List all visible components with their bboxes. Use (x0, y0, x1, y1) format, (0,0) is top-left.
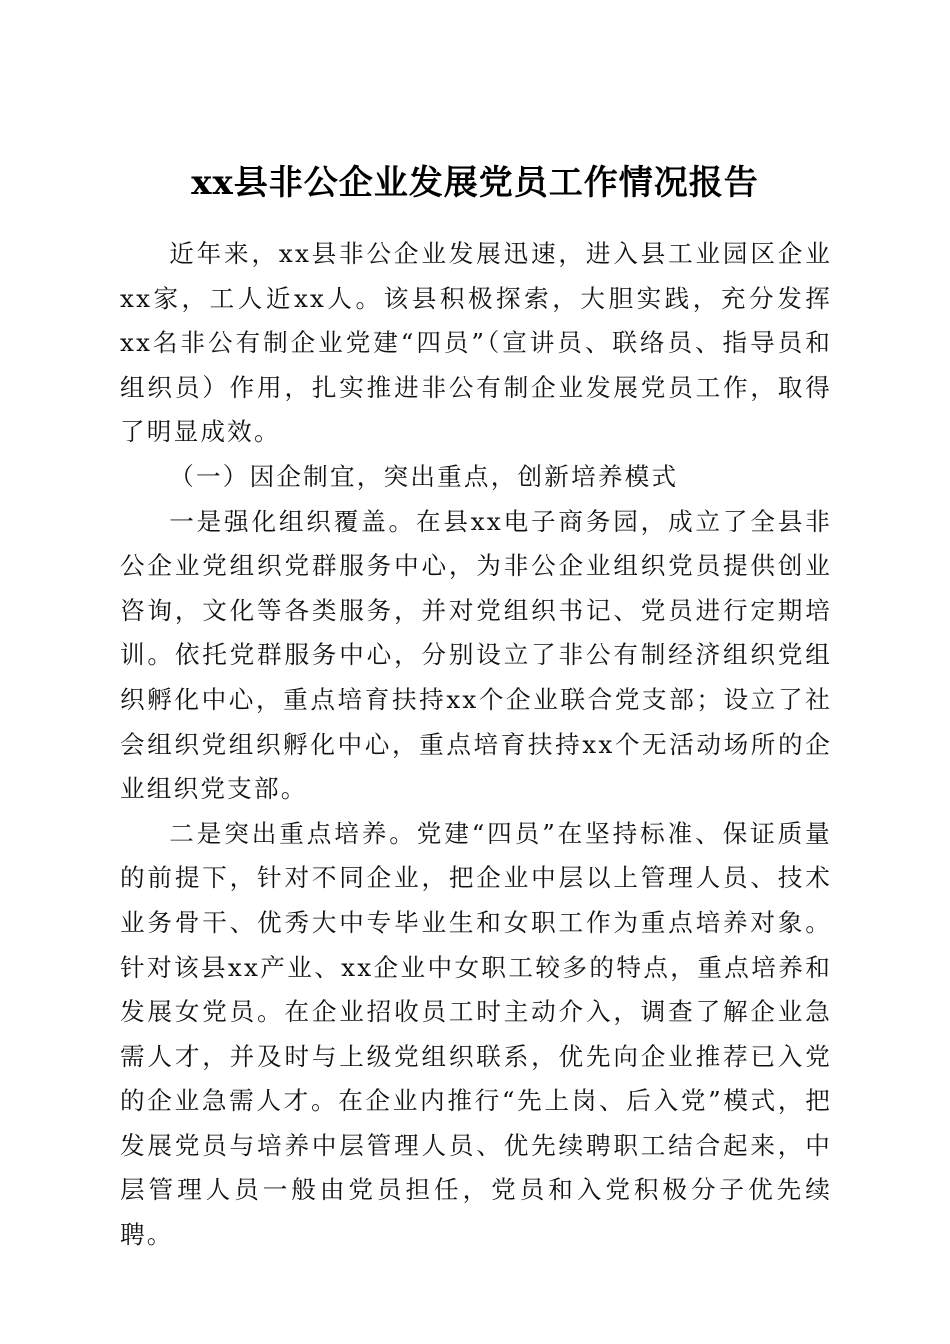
paragraph-lead: 一是强化组织覆盖。 (169, 506, 416, 536)
section-heading: （一）因企制宜，突出重点，创新培养模式 (169, 461, 679, 491)
paragraph-text: 党建“四员”在坚持标准、保证质量的前提下，针对不同企业，把企业中层以上管理人员、技术业务骨干、优秀大中专毕业生和女职工作为重点培养对象。针对该县xx产业、xx企业中女职工较多的特点，重点培养和发展女党员。在企业招收员工时主动介入，调查了解企业急需人才，并及时与上级党组织联系，优先向企业推荐已入党的企业急需人才。在企业内推行“先上岗、后入党”模式，把发展党员与培养中层管理人员、优先续聘职工结合起来，中层管理人员一般由党员担任，党员和入党积极分子优先续聘。 (120, 818, 832, 1250)
document-title: xx县非公企业发展党员工作情况报告 (191, 162, 759, 203)
intro-paragraph: 近年来，xx县非公企业发展迅速，进入县工业园区企业xx家，工人近xx人。该县积极探索，大胆实践，充分发挥xx名非公有制企业党建“四员”（宣讲员、联络员、指导员和组织员）作用，扎实推进非公有制企业发展党员工作，取得了明显成效。 (120, 239, 832, 447)
paragraph-organization-coverage (120, 500, 832, 812)
paragraph-text: 在县xx电子商务园，成立了全县非公企业党组织党群服务中心，为非公企业组织党员提供创业咨询，文化等各类服务，并对党组织书记、党员进行定期培训。依托党群服务中心，分别设立了非公有制经济组织党组织孵化中心，重点培育扶持xx个企业联合党支部；设立了社会组织党组织孵化中心，重点培育扶持xx个无活动场所的企业组织党支部。 (120, 506, 832, 804)
paragraph-lead: 二是突出重点培养。 (169, 818, 417, 848)
document-body (120, 232, 832, 1258)
paragraph-key-cultivation (120, 812, 832, 1258)
